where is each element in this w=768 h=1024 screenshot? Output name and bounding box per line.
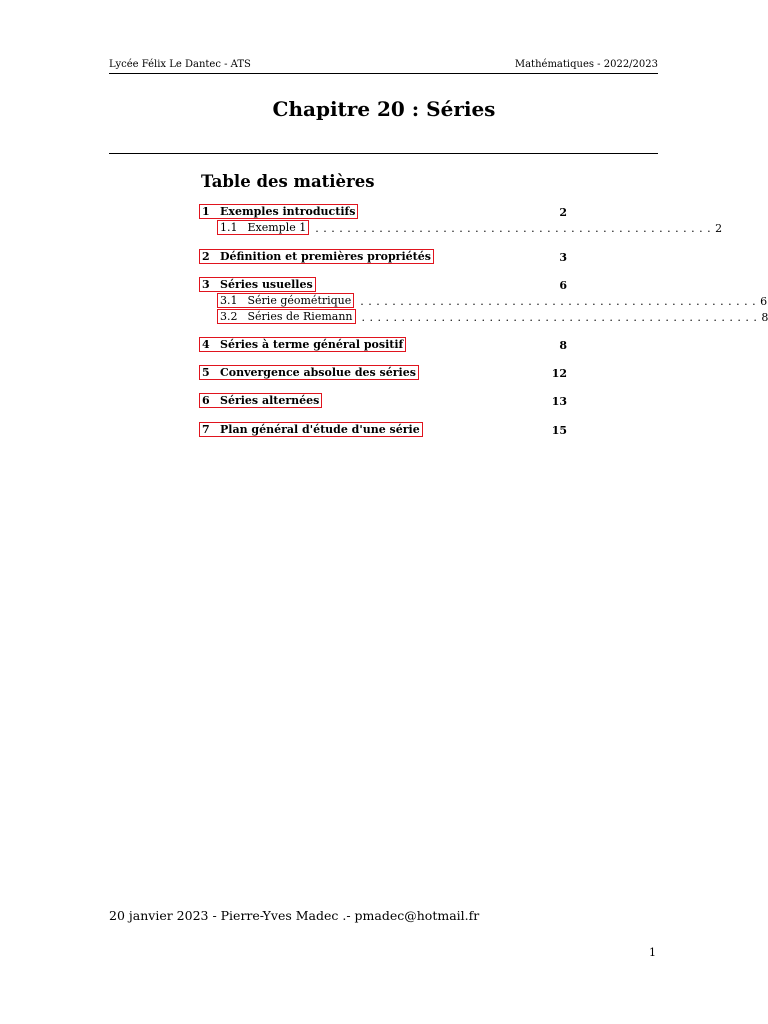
running-header-left: Lycée Félix Le Dantec - ATS	[109, 59, 251, 70]
toc-number: 2	[202, 250, 210, 263]
toc-link-3-2[interactable]	[217, 309, 356, 324]
toc-label: Exemples introductifs	[220, 205, 356, 218]
toc-label: Séries à terme général positif	[220, 338, 404, 351]
toc-page: 6	[559, 279, 567, 292]
toc-entry-1-1	[217, 219, 723, 235]
toc-label: Série géométrique	[247, 294, 352, 307]
toc-page: 8	[559, 339, 567, 352]
toc-entry-3	[199, 276, 567, 292]
toc-entry-1	[199, 203, 567, 219]
toc-number: 1.1	[220, 221, 238, 234]
toc-label: Convergence absolue des séries	[220, 366, 416, 379]
toc-number: 3.2	[220, 310, 238, 323]
toc-link-3[interactable]	[199, 277, 316, 292]
toc-link-6[interactable]	[199, 393, 322, 408]
toc-link-7[interactable]	[199, 422, 423, 437]
toc-link-4[interactable]	[199, 337, 406, 352]
toc-leader-dots: ..................................................	[315, 222, 716, 235]
toc-leader-dots: ..................................................	[360, 295, 761, 308]
toc-leader-dots: ..................................................	[361, 311, 762, 324]
toc-page: 15	[551, 424, 567, 437]
toc-link-3-1[interactable]	[217, 293, 354, 308]
toc-label: Plan général d'étude d'une série	[220, 423, 420, 436]
toc-label: Définition et premières propriétés	[220, 250, 431, 263]
page-number: 1	[649, 946, 656, 959]
toc-page: 12	[551, 367, 567, 380]
toc-entry-5	[199, 364, 567, 380]
toc-page: 3	[559, 251, 567, 264]
toc-link-1[interactable]	[199, 204, 358, 219]
toc-page: 2	[715, 222, 723, 235]
running-header-right: Mathématiques - 2022/2023	[514, 59, 658, 70]
toc-entry-6	[199, 392, 567, 408]
toc-entry-7	[199, 421, 567, 437]
toc-page: 8	[761, 311, 768, 324]
toc-page: 6	[760, 295, 768, 308]
title-rule	[109, 153, 658, 154]
toc-number: 1	[202, 205, 210, 218]
toc-page: 13	[551, 395, 567, 408]
toc-label: Exemple 1	[247, 221, 307, 234]
toc-number: 4	[202, 338, 210, 351]
toc-label: Séries usuelles	[220, 278, 313, 291]
toc-label: Séries de Riemann	[247, 310, 353, 323]
toc-number: 3	[202, 278, 210, 291]
toc-number: 7	[202, 423, 210, 436]
toc-number: 6	[202, 394, 210, 407]
toc-entry-2	[199, 248, 567, 264]
toc-number: 5	[202, 366, 210, 379]
toc-number: 3.1	[220, 294, 238, 307]
toc-page: 2	[559, 206, 567, 219]
toc-entry-3-2	[217, 308, 768, 324]
chapter-title: Chapitre 20 : Séries	[272, 97, 496, 121]
toc-entry-4	[199, 336, 567, 352]
toc-link-1-1[interactable]	[217, 220, 309, 235]
toc-link-5[interactable]	[199, 365, 419, 380]
header-rule	[109, 73, 658, 74]
toc-link-2[interactable]	[199, 249, 434, 264]
toc-entry-3-1	[217, 292, 768, 308]
page-footer: 20 janvier 2023 - Pierre-Yves Madec .- pmadec@hotmail.fr	[109, 908, 480, 923]
toc-label: Séries alternées	[220, 394, 320, 407]
toc-heading: Table des matières	[201, 172, 375, 191]
